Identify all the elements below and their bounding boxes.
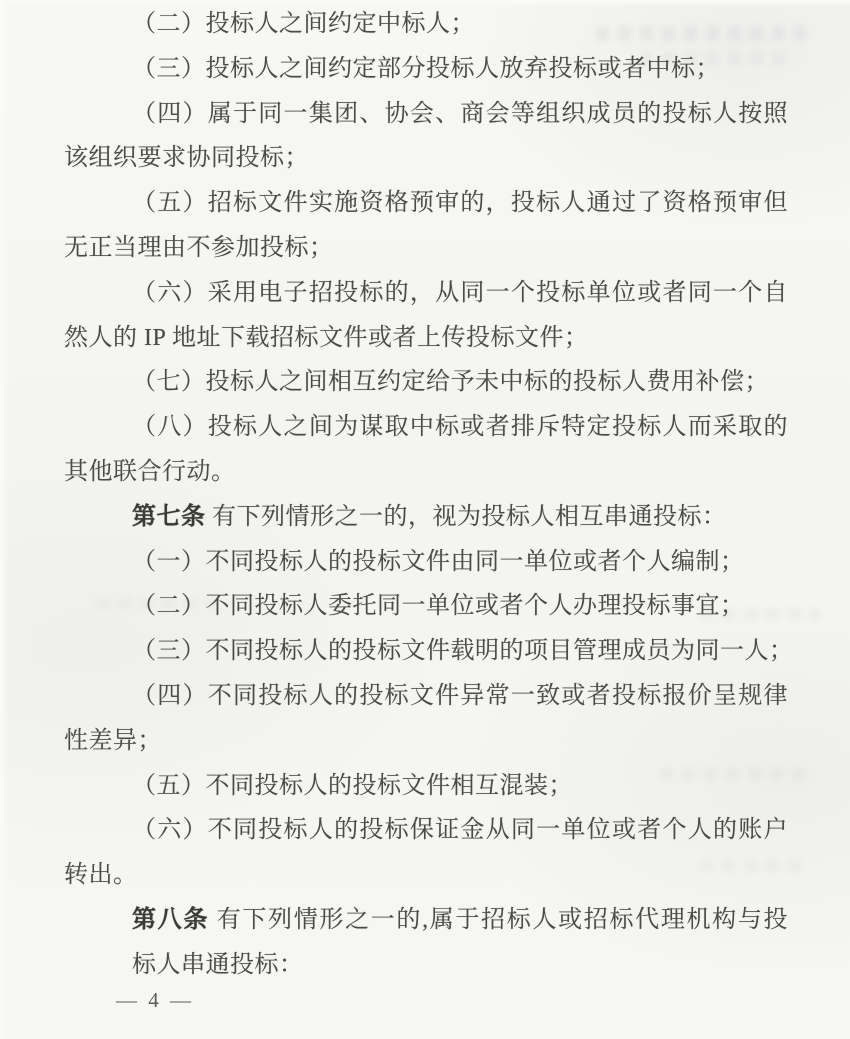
line-text: 无正当理由不参加投标；: [64, 234, 334, 261]
text-line: [64, 943, 788, 988]
article-number: 第八条: [132, 906, 217, 933]
text-line: [64, 674, 788, 719]
line-text: 性差异；: [64, 727, 162, 754]
line-text: （一）不同投标人的投标文件由同一单位或者个人编制；: [132, 548, 745, 575]
text-line: [64, 450, 788, 495]
line-text: 转出。: [64, 862, 138, 889]
line-text: （七）投标人之间相互约定给予未中标的投标人费用补偿；: [132, 369, 769, 396]
line-text: 有下列情形之一的，视为投标人相互串通投标：: [212, 503, 727, 530]
text-line article-8: [64, 898, 788, 943]
text-line: [64, 47, 788, 92]
text-line: [64, 136, 788, 181]
line-text: （三）投标人之间约定部分投标人放弃投标或者中标；: [132, 55, 720, 82]
line-text: （三）不同投标人的投标文件载明的项目管理成员为同一人；: [132, 638, 794, 665]
text-line: [64, 181, 788, 226]
article-number: 第七条: [132, 503, 212, 530]
text-line: [64, 360, 788, 405]
page-number: — 4 —: [116, 988, 194, 1012]
line-text: （五）招标文件实施资格预审的，投标人通过了资格预审但: [132, 190, 788, 217]
text-line: [64, 540, 788, 585]
line-text: （二）投标人之间约定中标人；: [132, 11, 475, 37]
text-line: [64, 853, 788, 898]
text-line article-7: [64, 495, 788, 540]
line-text: （二）不同投标人委托同一单位或者个人办理投标事宜；: [132, 593, 745, 620]
line-text: （四）不同投标人的投标文件异常一致或者投标报价呈规律: [132, 682, 788, 709]
text-line: [64, 226, 788, 271]
text-line: [64, 271, 788, 316]
text-line: [64, 584, 788, 629]
line-text: 有下列情形之一的,属于招标人或招标代理机构与投: [216, 906, 789, 933]
text-line: [64, 764, 788, 809]
line-text: （四）属于同一集团、协会、商会等组织成员的投标人按照: [132, 100, 788, 127]
line-text: （五）不同投标人的投标文件相互混装；: [132, 772, 573, 799]
line-text: （六）采用电子招投标的，从同一个投标单位或者同一个自: [132, 279, 788, 306]
line-text: 该组织要求协同投标；: [64, 145, 309, 172]
scan-edge-artifact: [0, 0, 9, 1039]
text-line: [64, 92, 788, 137]
line-text: 然人的 IP 地址下载招标文件或者上传投标文件；: [64, 324, 589, 351]
text-line: [64, 719, 788, 764]
line-text: （八）投标人之间为谋取中标或者排斥特定投标人而采取的: [132, 414, 788, 441]
document-body: [64, 2, 794, 988]
line-text: 标人串通投标：: [132, 951, 304, 978]
text-line: [64, 808, 788, 853]
text-line: [64, 316, 788, 361]
text-line: [64, 629, 794, 674]
text-line: [64, 2, 788, 47]
text-line: [64, 405, 788, 450]
line-text: （六）不同投标人的投标保证金从同一单位或者个人的账户: [132, 817, 788, 844]
line-text: 其他联合行动。: [64, 458, 236, 485]
